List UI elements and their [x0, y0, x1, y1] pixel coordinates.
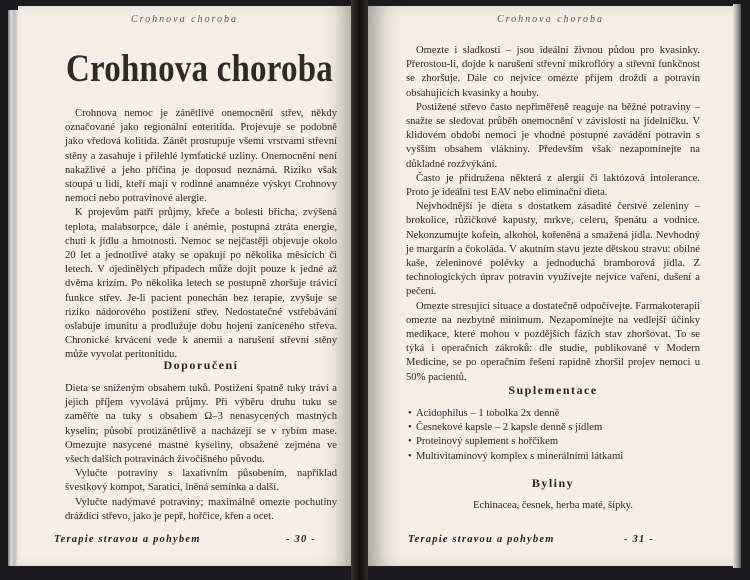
section-heading-herbs: Byliny: [531, 476, 575, 490]
body-paragraph: Nejvhodnější je dieta s dostatkem zásadité čerstvé zeleniny – brokolice, růžičkové kapusty, mrkve, celeru, špenátu a vodnice. Nekonzumujte kofein, alkohol, kořeněná a smažená jídla. Nevhodný je margarín a čokoláda. V akutním stavu jezte dětskou stravu: obilné kaše, zeleninové polévky a jednoduchá bramborová jídla. Z technologických úprav potravin využívejte nejvíce vaření, dušení a pečení.: [406, 201, 700, 298]
intro-paragraph: Crohnova nemoc je zánětlivé onemocnění střev, někdy označované jako regionální enteritida. Projevuje se podobně jako vředová kolitida. Zánět prostupuje všemi vrstvami střevní stěny a zasahuje i přilehlé lymfatické uzliny. Onemocnění není nakažlivé a jeho příčina je doposud neznámá. Riziko však stoupá u lidí, kteří mají v rodinné anamnéze výskyt Crohnovy nemoci nebo potravinové alergie.: [65, 108, 337, 205]
supplement-item: • Proteinový suplement s hořčíkem: [408, 435, 698, 449]
recommendation-paragraph: Vylučte potraviny s laxativním působením, například švestkový kompot, Saratici, lněná semínka a další.: [65, 468, 337, 494]
chapter-title: Crohnova choroba: [66, 48, 333, 91]
page-number-right: - 31 -: [624, 534, 654, 545]
page-edges-right: [733, 4, 741, 568]
footer-title-right: Terapie stravou a pohybem: [408, 534, 555, 545]
section-heading-recommendations: Doporučení: [163, 358, 239, 372]
recommendations-text: [65, 382, 337, 524]
body-paragraph: Omezte i sladkosti – jsou ideální živnou půdou pro kvasinky. Přerostou-li, dojde k narušení střevní mikroflóry a střevní funkčnost se zhoršuje. Dále co nejvíce omezte příjem droždí a potravin obsahujících kvasinky a houby.: [406, 45, 700, 99]
body-paragraph: Často je přidružena některá z alergií či laktózová intolerance. Proto je ideální test EAV nebo eliminační dieta.: [406, 172, 700, 199]
supplement-item: • Česnekové kapsle – 2 kapsle denně s jídlem: [408, 421, 698, 435]
left-page: [18, 6, 351, 566]
supplement-item: • Multivitamínový komplex s minerálními látkami: [408, 450, 698, 464]
herbs-text: Echinacea, česnek, herba maté, šípky.: [473, 500, 633, 511]
intro-text: [65, 107, 337, 363]
recommendation-paragraph: Vylučte nadýmavé potraviny; maximálně omezte pochutiny dráždící střevo, jako je pepř, hořčice, křen a ocet.: [65, 496, 337, 522]
body-paragraph: Postižené střevo často nepřiměřeně reaguje na běžné potraviny – snažte se sledovat průběh onemocnění v závislosti na jídelníčku. V klidovém období nemoci je vhodné postupné zavádění potravin s vyšším obsahem vlákniny. Především však nezapomínejte na důkladné rozžvýkání.: [406, 101, 700, 170]
page-edges-left: [8, 10, 18, 566]
running-head-left: Crohnova choroba: [130, 14, 239, 25]
page-number-value: 30: [294, 534, 308, 545]
section-heading-supplements: Suplementace: [508, 383, 598, 397]
footer-title-left: Terapie stravou a pohybem: [54, 534, 201, 545]
supplement-item: • Acidophilus – 1 tobolka 2x denně: [408, 407, 698, 421]
page-number-left: - 30 -: [286, 534, 316, 545]
supplements-list: [408, 407, 698, 464]
running-head-right: Crohnova choroba: [496, 14, 605, 25]
right-page: [368, 6, 733, 566]
page-number-value: 31: [632, 534, 646, 545]
recommendation-paragraph: Dieta se sníženým obsahem tuků. Postižení špatně tuky tráví a jejich příjem vyvolává průjmy. Při výběru druhu tuku se zaměřte na tuky s obsahem Ω–3 nenasycených mastných kyselin; působí protizánětlivě a nacházejí se v rybím mase. Omezujte nasycené mastné kyseliny, obsažené zejména ve všech dalších potravinách živočišného původu.: [65, 383, 337, 466]
body-paragraph: Omezte stresující situace a dostatečně odpočívejte. Farmakoterapii omezte na nezbytné minimum. Nezapomínejte na vedlejší účinky medikace, které mohou v pozdějších fázích stav zhoršovat. To se týká i operačních zákroků: dle studie, publikované v Modern Medicine, se po operačním řešení rapidně zhoršil projev nemoci u 50% pacientů.: [406, 300, 700, 383]
book-gutter: [351, 0, 368, 580]
intro-paragraph: K projevům patří průjmy, křeče a bolesti břicha, zvýšená teplota, malabsorpce, dále i anémie, postupná ztráta energie, chuti k jídlu a hmotnosti. Nemoc se nejčastěji objevuje okolo 20 let a jednotlivé ataky se opakují po několika měsících či letech. V ojedinělých případech může dojít pouze k jedné až dvěma krizím. Po několika letech se postupně zhoršuje trávicí funkce střev. Je-li pacient ponechán bez terapie, zvyšuje se riziko nádorového postižení střev. Nedostatečné vstřebávání oslabuje imunitu a prodlužuje dobu hojení zaníceného střeva. Chronické krvácení vede k anemii a narušení střevní stěny může vyvolat peritonitidu.: [65, 207, 337, 361]
right-body-text: [406, 44, 700, 385]
